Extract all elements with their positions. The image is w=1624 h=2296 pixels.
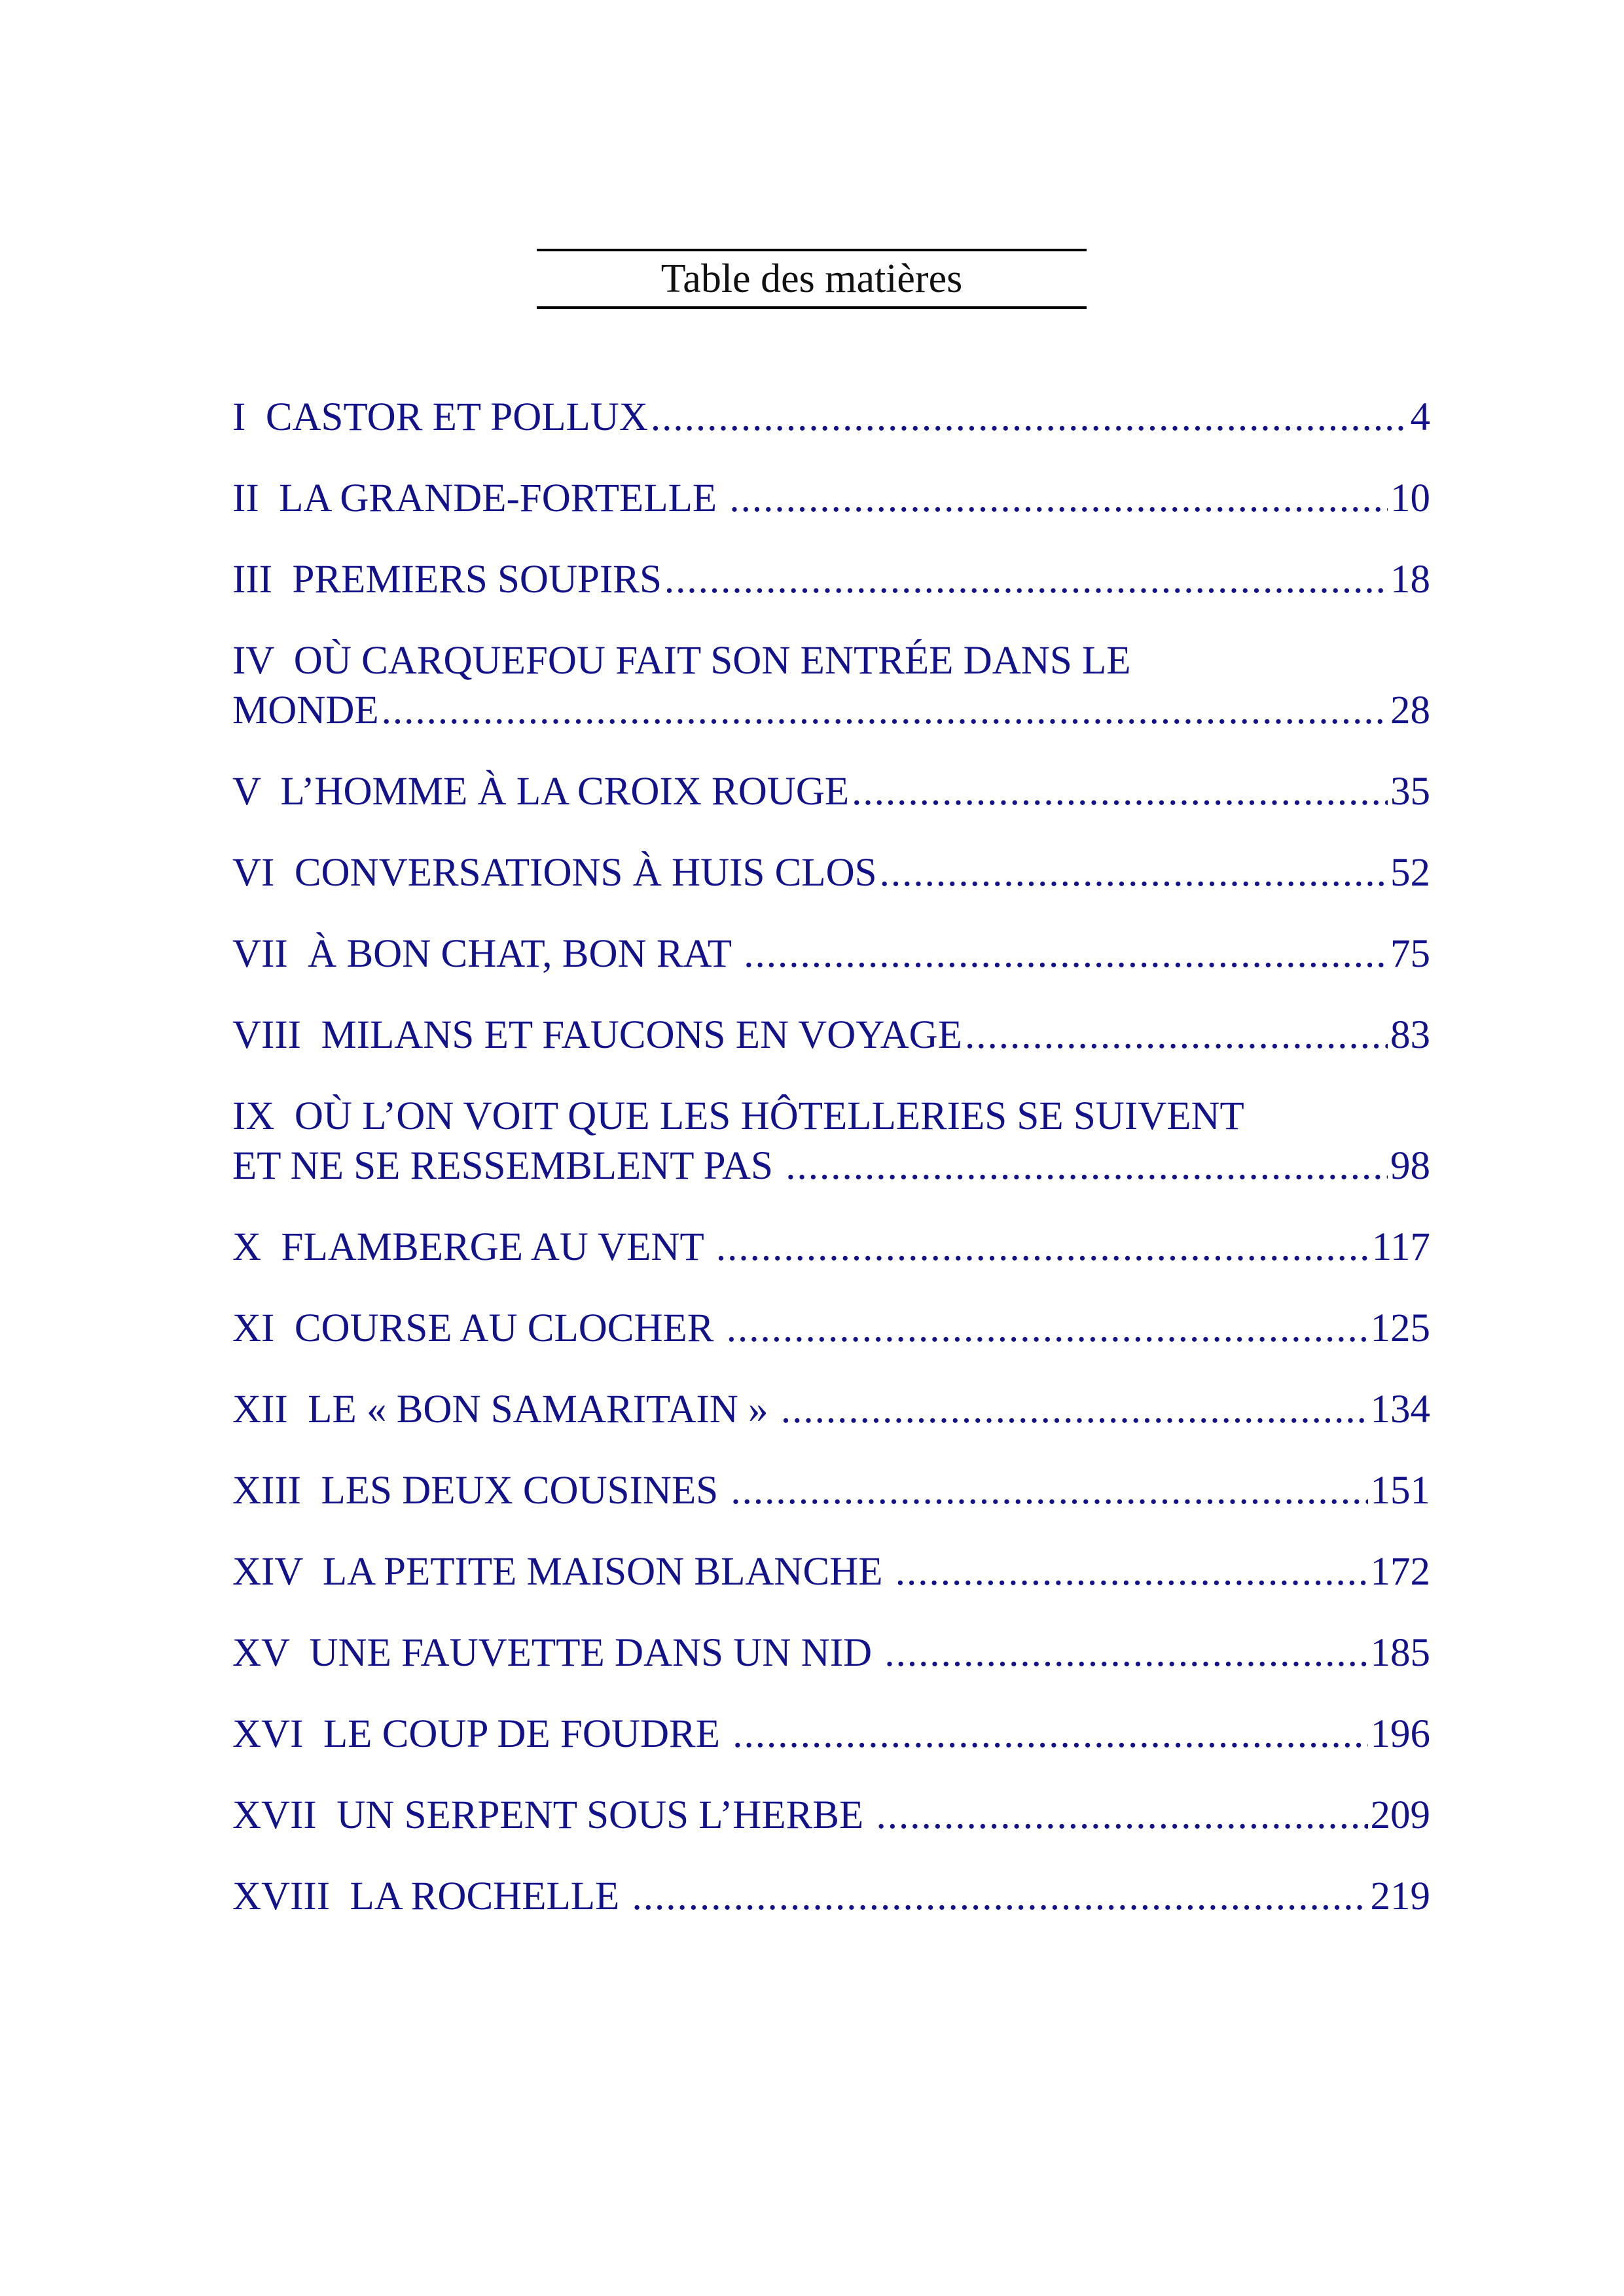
toc-entry[interactable] xyxy=(232,393,1430,442)
toc-entry-row xyxy=(232,474,1430,524)
toc-entry-label: I CASTOR ET POLLUX xyxy=(232,395,648,439)
dot-leader xyxy=(727,1304,1368,1354)
toc-entry-label: MONDE xyxy=(232,689,379,732)
toc-entry-label: XIII LES DEUX COUSINES xyxy=(232,1469,729,1513)
toc-entry[interactable] xyxy=(232,1304,1430,1354)
toc-entry[interactable] xyxy=(232,1092,1430,1191)
toc-entry-row xyxy=(232,1141,1430,1191)
toc-entry-page: 134 xyxy=(1370,1388,1430,1431)
toc-entry-row xyxy=(232,1385,1430,1435)
toc-entry-page: 18 xyxy=(1390,558,1430,601)
toc-entry-page: 196 xyxy=(1370,1712,1430,1756)
dot-leader xyxy=(880,848,1388,898)
toc-entry-label: V L’HOMME À LA CROIX ROUGE xyxy=(232,770,850,814)
toc-entry-page: 117 xyxy=(1371,1225,1430,1269)
toc-entry-label-line1: IX OÙ L’ON VOIT QUE LES HÔTELLERIES SE SUIVENT xyxy=(232,1094,1244,1138)
toc-entry-label: XV UNE FAUVETTE DANS UN NID xyxy=(232,1631,882,1675)
toc-entry[interactable] xyxy=(232,636,1430,736)
toc-entry[interactable] xyxy=(232,767,1430,817)
dot-leader xyxy=(716,1223,1369,1272)
toc-entry-label: XVI LE COUP DE FOUDRE xyxy=(232,1712,731,1756)
toc-entry-row xyxy=(232,929,1430,979)
toc-entry-label: XVIII LA ROCHELLE xyxy=(232,1874,630,1918)
toc-list xyxy=(232,393,1430,1953)
toc-entry-label: XVII UN SERPENT SOUS L’HERBE xyxy=(232,1793,874,1837)
toc-entry[interactable] xyxy=(232,474,1430,524)
toc-entry-page: 219 xyxy=(1370,1874,1430,1918)
toc-entry-row xyxy=(232,1466,1430,1516)
toc-entry-page: 185 xyxy=(1370,1631,1430,1675)
dot-leader xyxy=(781,1385,1368,1435)
toc-entry[interactable] xyxy=(232,555,1430,605)
toc-entry-page: 4 xyxy=(1410,395,1430,439)
toc-entry-page: 28 xyxy=(1390,689,1430,732)
dot-leader xyxy=(895,1547,1368,1597)
dot-leader xyxy=(664,555,1388,605)
toc-entry-page: 151 xyxy=(1370,1469,1430,1513)
toc-entry-page: 75 xyxy=(1390,932,1430,976)
toc-entry[interactable] xyxy=(232,1011,1430,1060)
toc-entry[interactable] xyxy=(232,1628,1430,1678)
toc-entry-label: III PREMIERS SOUPIRS xyxy=(232,558,662,601)
toc-entry-page: 52 xyxy=(1390,851,1430,895)
toc-entry[interactable] xyxy=(232,1547,1430,1597)
dot-leader xyxy=(785,1141,1388,1191)
dot-leader xyxy=(884,1628,1367,1678)
toc-entry[interactable] xyxy=(232,1223,1430,1272)
toc-entry[interactable] xyxy=(232,1710,1430,1759)
toc-entry-label: XII LE « BON SAMARITAIN » xyxy=(232,1388,778,1431)
toc-entry-page: 98 xyxy=(1390,1144,1430,1188)
toc-entry-row xyxy=(232,848,1430,898)
toc-entry-page: 125 xyxy=(1370,1306,1430,1350)
toc-entry-row xyxy=(232,1223,1430,1272)
toc-entry-row xyxy=(232,767,1430,817)
dot-leader xyxy=(852,767,1388,817)
toc-entry-label: XIV LA PETITE MAISON BLANCHE xyxy=(232,1550,893,1594)
dot-leader xyxy=(965,1011,1388,1060)
toc-entry[interactable] xyxy=(232,929,1430,979)
toc-entry-label: VI CONVERSATIONS À HUIS CLOS xyxy=(232,851,877,895)
toc-entry-label: VII À BON CHAT, BON RAT xyxy=(232,932,742,976)
toc-entry-row xyxy=(232,1710,1430,1759)
toc-entry-page: 35 xyxy=(1390,770,1430,814)
toc-entry-label: II LA GRANDE-FORTELLE xyxy=(232,476,727,520)
toc-entry-row xyxy=(232,686,1430,736)
toc-entry-row xyxy=(232,1011,1430,1060)
toc-entry-label: VIII MILANS ET FAUCONS EN VOYAGE xyxy=(232,1013,962,1057)
dot-leader xyxy=(744,929,1388,979)
toc-entry[interactable] xyxy=(232,1872,1430,1922)
dot-leader xyxy=(731,1466,1367,1516)
toc-title-box xyxy=(537,249,1087,309)
toc-entry-label-line1: IV OÙ CARQUEFOU FAIT SON ENTRÉE DANS LE xyxy=(232,639,1131,683)
toc-entry[interactable] xyxy=(232,1791,1430,1840)
dot-leader xyxy=(382,686,1388,736)
dot-leader xyxy=(632,1872,1368,1922)
toc-entry-page: 172 xyxy=(1370,1550,1430,1594)
toc-entry-page: 209 xyxy=(1370,1793,1430,1837)
toc-entry[interactable] xyxy=(232,848,1430,898)
dot-leader xyxy=(876,1791,1368,1840)
toc-entry-row xyxy=(232,393,1430,442)
toc-entry-row xyxy=(232,1628,1430,1678)
toc-entry-row xyxy=(232,1304,1430,1354)
toc-entry-label: ET NE SE RESSEMBLENT PAS xyxy=(232,1144,784,1188)
dot-leader xyxy=(729,474,1388,524)
toc-entry-page: 83 xyxy=(1390,1013,1430,1057)
toc-entry-row xyxy=(232,1791,1430,1840)
toc-entry[interactable] xyxy=(232,1385,1430,1435)
dot-leader xyxy=(732,1710,1367,1759)
toc-entry-label: XI COURSE AU CLOCHER xyxy=(232,1306,724,1350)
toc-entry-row xyxy=(232,1872,1430,1922)
toc-entry-label: X FLAMBERGE AU VENT xyxy=(232,1225,713,1269)
toc-entry[interactable] xyxy=(232,1466,1430,1516)
toc-entry-row xyxy=(232,1547,1430,1597)
toc-entry-row xyxy=(232,555,1430,605)
dot-leader xyxy=(651,393,1408,442)
toc-entry-page: 10 xyxy=(1390,476,1430,520)
toc-title: Table des matières xyxy=(660,257,963,301)
